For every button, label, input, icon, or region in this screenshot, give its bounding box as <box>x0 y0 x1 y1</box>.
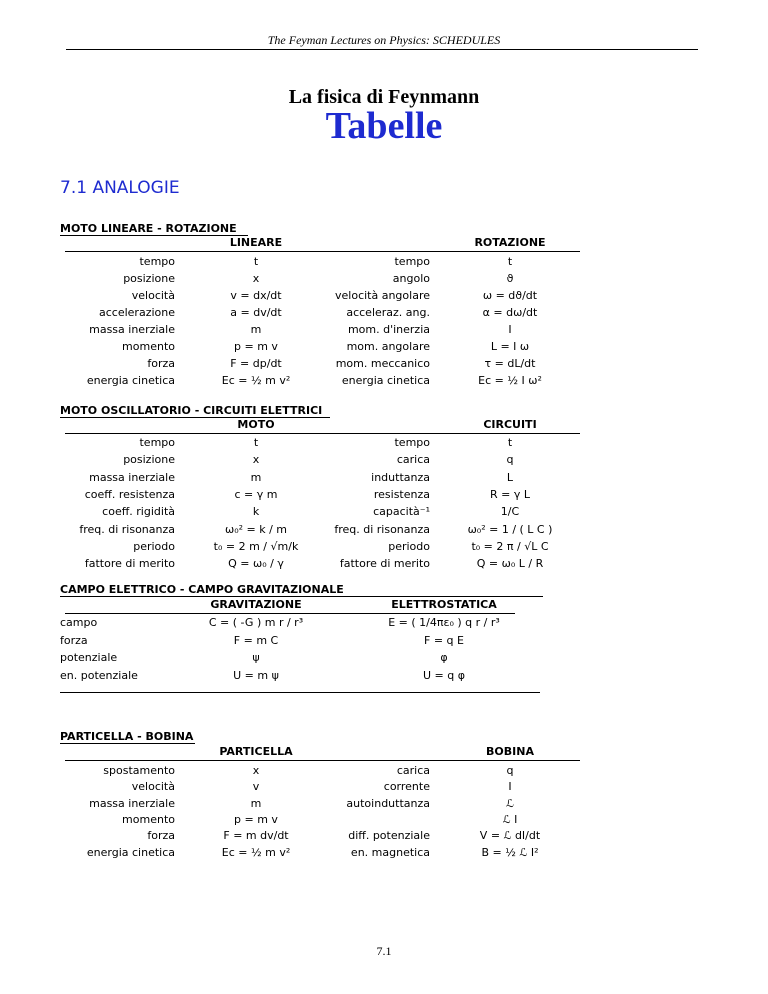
quantity-label-right-cell: fattore di merito <box>339 557 430 571</box>
quantity-label-cell: tempo <box>139 255 175 268</box>
quantity-label-right-cell: periodo <box>388 539 430 553</box>
quantity-label-right-cell: velocità angolare <box>335 289 430 302</box>
formula-right-cell: Ec = ½ I ω² <box>478 374 542 387</box>
quantity-label-cell: massa inerziale <box>89 796 175 810</box>
formula-right-cell: q <box>506 453 514 467</box>
quantity-label-cell: massa inerziale <box>89 470 175 484</box>
quantity-label-right-cell: corrente <box>383 780 430 794</box>
quantity-label-cell: spostamento <box>103 764 175 777</box>
formula-left-cell: m <box>250 796 262 810</box>
quantity-label-cell: coeff. rigidità <box>102 505 175 519</box>
formula-left-cell: C = ( -G ) m r / r³ <box>208 616 304 629</box>
formula-right-cell: q <box>506 764 514 777</box>
quantity-label-cell: forza <box>147 829 175 843</box>
block-title-fields: CAMPO ELETTRICO - CAMPO GRAVITAZIONALE <box>60 583 344 596</box>
quantity-label-cell: energia cinetica <box>86 374 175 387</box>
block-title-particle-coil: PARTICELLA - BOBINA <box>60 730 194 743</box>
formula-left-cell: U = m ψ <box>233 668 279 682</box>
quantity-label-cell: velocità <box>131 289 175 302</box>
quantity-label-cell: energia cinetica <box>86 845 175 859</box>
quantity-label-cell: momento <box>122 340 175 353</box>
fields-bottom-rule <box>60 692 540 693</box>
formula-right-cell: I <box>508 780 512 794</box>
formula-right-cell: R = γ L <box>490 487 530 501</box>
quantity-label-right-cell: angolo <box>392 272 430 285</box>
section-heading: 7.1 ANALOGIE <box>60 178 180 198</box>
running-header: The Feyman Lectures on Physics: SCHEDULES <box>267 33 501 47</box>
quantity-label-cell: posizione <box>123 272 175 285</box>
formula-left-cell: x <box>252 453 260 467</box>
formula-left-cell: ψ <box>252 651 260 664</box>
block-title-oscillation-circuits: MOTO OSCILLATORIO - CIRCUITI ELETTRICI <box>60 404 323 417</box>
quantity-label-cell: forza <box>60 633 88 647</box>
quantity-label-cell: potenziale <box>60 651 118 664</box>
formula-left-cell: c = γ m <box>234 487 278 501</box>
formula-left-cell: F = m dv/dt <box>223 829 289 843</box>
formula-right-cell: E = ( 1/4πε₀ ) q r / r³ <box>388 616 500 629</box>
quantity-label-cell: campo <box>60 616 98 629</box>
quantity-label-cell: fattore di merito <box>84 557 175 571</box>
column-header-particle: PARTICELLA <box>219 745 293 758</box>
document-title: La fisica di Feynmann <box>288 86 480 108</box>
formula-left-cell: t₀ = 2 m / √m/k <box>213 539 299 553</box>
formula-right-cell: L = I ω <box>490 340 530 353</box>
column-header-circuits: CIRCUITI <box>483 418 537 431</box>
formula-right-cell: I <box>508 323 512 336</box>
formula-left-cell: v <box>252 780 260 794</box>
formula-right-cell: Q = ω₀ L / R <box>476 557 544 571</box>
quantity-label-right-cell: diff. potenziale <box>348 829 430 843</box>
quantity-label-right-cell: mom. angolare <box>346 340 430 353</box>
quantity-label-cell: en. potenziale <box>60 668 138 682</box>
quantity-label-right-cell: energia cinetica <box>341 374 430 387</box>
formula-right-cell: t₀ = 2 π / √L C <box>471 539 549 553</box>
formula-left-cell: Ec = ½ m v² <box>221 845 291 859</box>
formula-right-cell: B = ½ ℒ I² <box>481 845 539 859</box>
formula-right-cell: ω = dϑ/dt <box>482 289 538 302</box>
quantity-label-right-cell: mom. d'inerzia <box>347 323 430 336</box>
quantity-label-right-cell: tempo <box>394 255 430 268</box>
column-header-rotation: ROTAZIONE <box>474 236 546 249</box>
column-header-linear: LINEARE <box>229 236 283 249</box>
formula-right-cell: t <box>507 255 513 268</box>
quantity-label-cell: massa inerziale <box>89 323 175 336</box>
formula-right-cell: α = dω/dt <box>482 306 538 319</box>
formula-right-cell: F = q E <box>424 633 464 647</box>
column-header-coil: BOBINA <box>486 745 534 758</box>
formula-right-cell: 1/C <box>500 505 520 519</box>
formula-left-cell: v = dx/dt <box>230 289 282 302</box>
quantity-label-cell: freq. di risonanza <box>79 522 175 536</box>
quantity-label-right-cell: resistenza <box>373 487 430 501</box>
formula-left-cell: p = m v <box>234 812 278 826</box>
quantity-label-cell: periodo <box>133 539 175 553</box>
formula-right-cell: L <box>506 470 514 484</box>
formula-right-cell: φ <box>440 651 448 664</box>
block-title-rule <box>60 743 195 744</box>
quantity-label-right-cell: induttanza <box>371 470 430 484</box>
formula-left-cell: Q = ω₀ / γ <box>228 557 284 571</box>
formula-right-cell: ω₀² = 1 / ( L C ) <box>467 522 553 536</box>
quantity-label-cell: forza <box>147 357 175 370</box>
formula-left-cell: F = m C <box>233 633 279 647</box>
quantity-label-cell: momento <box>122 812 175 826</box>
formula-right-cell: U = q φ <box>423 668 465 682</box>
quantity-label-right-cell: acceleraz. ang. <box>346 306 430 319</box>
formula-left-cell: t <box>253 255 259 268</box>
formula-left-cell: t <box>253 436 259 449</box>
quantity-label-right-cell: capacità⁻¹ <box>373 505 430 519</box>
quantity-label-right-cell: freq. di risonanza <box>334 522 430 536</box>
column-header-electrostatics: ELETTROSTATICA <box>391 598 497 611</box>
formula-left-cell: x <box>252 764 260 777</box>
document-subtitle: Tabelle <box>325 105 443 147</box>
page-number: 7.1 <box>376 944 392 958</box>
quantity-label-cell: coeff. resistenza <box>84 487 175 501</box>
formula-left-cell: Ec = ½ m v² <box>221 374 291 387</box>
quantity-label-cell: posizione <box>123 453 175 467</box>
formula-left-cell: p = m v <box>234 340 278 353</box>
quantity-label-right-cell: autoinduttanza <box>346 796 430 810</box>
formula-right-cell: t <box>507 436 513 449</box>
quantity-label-right-cell: mom. meccanico <box>335 357 430 370</box>
quantity-label-right-cell: en. magnetica <box>350 845 430 859</box>
column-header-motion: MOTO <box>237 418 275 431</box>
block-title-linear-rotation: MOTO LINEARE - ROTAZIONE <box>60 222 237 235</box>
formula-left-cell: ω₀² = k / m <box>224 522 288 536</box>
quantity-label-right-cell: carica <box>396 764 430 777</box>
formula-right-cell: ϑ <box>506 272 514 285</box>
quantity-label-right-cell: tempo <box>394 436 430 449</box>
formula-left-cell: m <box>250 323 262 336</box>
formula-left-cell: x <box>252 272 260 285</box>
formula-left-cell: a = dv/dt <box>230 306 282 319</box>
quantity-label-cell: accelerazione <box>99 306 175 319</box>
formula-left-cell: F = dp/dt <box>230 357 282 370</box>
quantity-label-cell: velocità <box>131 780 175 794</box>
block-title-rule <box>60 596 543 597</box>
formula-right-cell: V = ℒ dI/dt <box>479 829 541 843</box>
quantity-label-right-cell: carica <box>396 453 430 467</box>
formula-left-cell: m <box>250 470 262 484</box>
formula-right-cell: ℒ <box>506 796 514 810</box>
column-header-gravitation: GRAVITAZIONE <box>210 598 302 611</box>
quantity-label-cell: tempo <box>139 436 175 449</box>
header-rule <box>66 49 698 50</box>
formula-right-cell: ℒ I <box>502 812 518 826</box>
column-header-rule <box>65 760 580 761</box>
column-header-rule <box>65 251 580 252</box>
formula-right-cell: τ = dL/dt <box>484 357 536 370</box>
formula-left-cell: k <box>252 505 260 519</box>
